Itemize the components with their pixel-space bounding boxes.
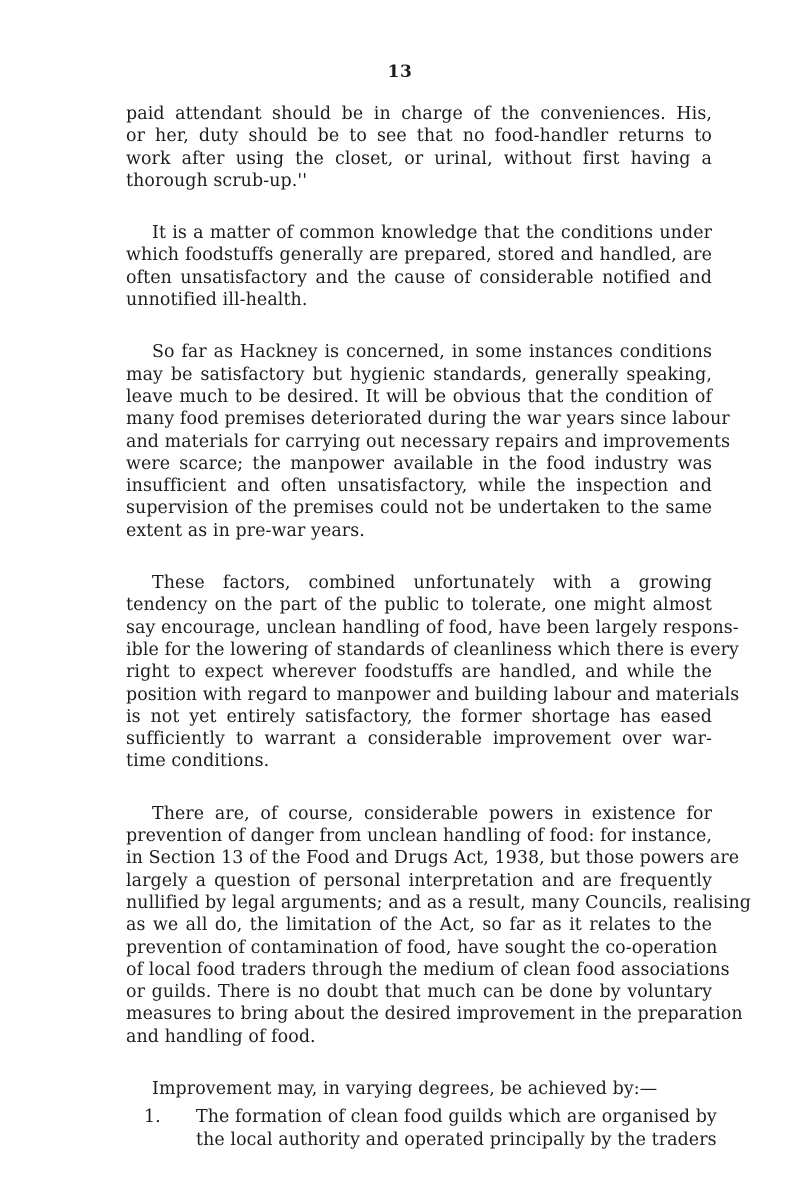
paragraph-3 xyxy=(122,341,731,542)
text-line: say encourage, unclean handling of food, have been largely respons- xyxy=(126,617,739,638)
text-line: largely a question of personal interpretation and are frequently xyxy=(126,870,712,891)
text-line: insufficient and often unsatisfactory, while the inspection and xyxy=(126,476,712,497)
text-line: and handling of food. xyxy=(126,1026,316,1047)
text-line: nullified by legal arguments; and as a result, many Councils, realising xyxy=(126,892,751,913)
text-line: of local food traders through the medium of clean food associations xyxy=(126,959,730,980)
text-line: as we all do, the limitation of the Act, so far as it relates to the xyxy=(126,915,712,936)
text-line: in Section 13 of the Food and Drugs Act, 1938, but those powers are xyxy=(126,848,740,869)
paragraph-2 xyxy=(122,222,712,311)
text-line: The formation of clean food guilds which are organised by xyxy=(196,1107,717,1128)
text-line: many food premises deteriorated during the war years since labour xyxy=(126,409,730,430)
body-text xyxy=(122,103,751,1151)
text-line: or guilds. There is no doubt that much can be done by voluntary xyxy=(126,982,712,1003)
paragraph-4 xyxy=(122,572,740,773)
text-line: which foodstuffs generally are prepared, stored and handled, are xyxy=(126,245,712,266)
text-line: ible for the lowering of standards of cleanliness which there is every xyxy=(126,639,739,660)
list-item-text xyxy=(196,1106,717,1151)
text-line: leave much to be desired. It will be obvious that the condition of xyxy=(126,386,712,407)
list-item xyxy=(122,1106,717,1151)
text-line: There are, of course, considerable powers in existence for xyxy=(152,803,712,824)
improvement-intro: Improvement may, in varying degrees, be achieved by:— xyxy=(152,1078,658,1099)
page-number: 13 xyxy=(387,62,413,82)
text-line: extent as in pre-war years. xyxy=(126,520,365,541)
text-line: may be satisfactory but hygienic standards, generally speaking, xyxy=(126,364,712,385)
text-line: work after using the closet, or urinal, without first having a xyxy=(126,148,712,169)
text-line: and materials for carrying out necessary repairs and improvements xyxy=(126,431,731,452)
text-line: is not yet entirely satisfactory, the former shortage has eased xyxy=(126,706,712,727)
text-line: These factors, combined unfortunately with a growing xyxy=(152,573,712,594)
list-item-number: 1. xyxy=(144,1107,161,1128)
text-line: right to expect wherever foodstuffs are handled, and while the xyxy=(126,662,712,683)
text-line: supervision of the premises could not be undertaken to the same xyxy=(126,498,712,519)
text-line: thorough scrub-up.'' xyxy=(126,170,308,191)
text-line: prevention of danger from unclean handling of food: for instance, xyxy=(126,826,712,847)
text-line: position with regard to manpower and building labour and materials xyxy=(126,684,740,705)
text-line: paid attendant should be in charge of the conveniences. His, xyxy=(126,104,712,124)
paragraph-5 xyxy=(122,803,751,1048)
text-line: the local authority and operated principally by the traders xyxy=(196,1129,717,1150)
text-line: were scarce; the manpower available in the food industry was xyxy=(126,453,712,474)
text-line: often unsatisfactory and the cause of considerable notified and xyxy=(126,267,712,288)
text-line: unnotified ill-health. xyxy=(126,290,308,311)
text-line: prevention of contamination of food, have sought the co-operation xyxy=(126,937,718,958)
paragraph-1 xyxy=(122,103,712,192)
text-line: or her, duty should be to see that no food-handler returns to xyxy=(126,126,712,147)
text-line: sufficiently to warrant a considerable improvement over war- xyxy=(126,729,712,750)
text-line: It is a matter of common knowledge that the conditions under xyxy=(152,223,712,244)
text-line: So far as Hackney is concerned, in some instances conditions xyxy=(152,342,712,363)
text-line: measures to bring about the desired improvement in the preparation xyxy=(126,1004,743,1025)
text-line: tendency on the part of the public to tolerate, one might almost xyxy=(126,595,712,616)
text-line: time conditions. xyxy=(126,751,270,772)
